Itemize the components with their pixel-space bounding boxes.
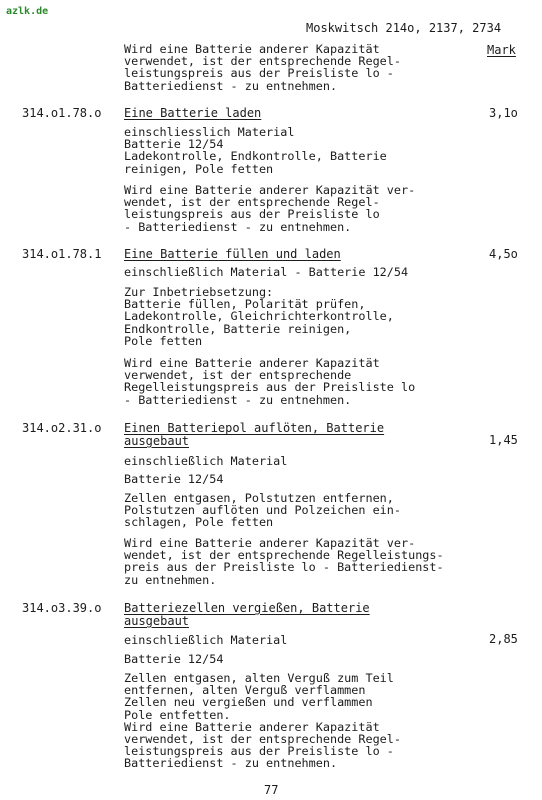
entry-code-3: 314.o2.31.o — [22, 421, 102, 435]
entry-title-3-line1: Einen Batteriepol auflöten, Batterie — [124, 421, 385, 435]
entry-body-1a: einschliesslich Material Batterie 12/54 Ladekontrolle, Endkontrolle, Batterie reinigen, Pole fetten — [124, 125, 387, 176]
entry-body-3b: Batterie 12/54 — [124, 472, 224, 486]
entry-body-1b: Wird eine Batterie anderer Kapazität ver- wendet, ist der entsprechende Regel- leistungspreis aus der Preisliste lo - Batteriedienst - zu entnehmen. — [124, 183, 416, 234]
entry-code-4: 314.o3.39.o — [22, 601, 102, 615]
entry-title-3-line2: ausgebaut — [124, 434, 190, 448]
entry-title-4-line2: ausgebaut — [124, 614, 190, 628]
watermark: azlk.de — [6, 6, 49, 17]
entry-body-3a: einschließlich Material — [124, 454, 288, 468]
entry-body-4b: Batterie 12/54 — [124, 652, 224, 666]
entry-price-4: 2,85 — [489, 632, 518, 646]
entry-body-2c: Wird eine Batterie anderer Kapazität verwendet, ist der entsprechende Regelleistungspreis aus der Preisliste lo - Batteriedienst - zu entnehmen. — [124, 356, 416, 407]
entry-title-1: Eine Batterie laden — [124, 106, 262, 120]
top-note: Wird eine Batterie anderer Kapazität verwendet, ist der entsprechende Regel- leistungspreis aus der Preisliste lo - Batteriedienst - zu entnehmen. — [124, 42, 401, 93]
entry-body-4a: einschließlich Material — [124, 633, 288, 647]
page-number: 77 — [264, 783, 279, 797]
entry-price-3: 1,45 — [489, 433, 518, 447]
entry-code-1: 314.o1.78.o — [22, 106, 102, 120]
entry-body-2b: Zur Inbetriebsetzung: Batterie füllen, Polarität prüfen, Ladekontrolle, Gleichrichterkontrolle, Endkontrolle, Batterie reinigen, Pole fetten — [124, 285, 394, 348]
entry-price-2: 4,5o — [489, 247, 518, 261]
entry-body-4c: Zellen entgasen, alten Verguß zum Teil entfernen, alten Verguß verflammen Zellen neu vergießen und verflammen Pole entfetten. Wird eine Batterie anderer Kapazität verwendet, ist der entsprechende Regel- leistungspreis aus der Preisliste lo - Batteriedienst - zu entnehmen. — [124, 671, 401, 771]
entry-title-4-line1: Batteriezellen vergießen, Batterie — [124, 601, 370, 615]
entry-title-2: Eine Batterie füllen und laden — [124, 247, 341, 261]
page-header-title: Moskwitsch 214o, 2137, 2734 — [306, 21, 502, 35]
price-unit-label: Mark — [487, 43, 516, 57]
entry-body-3c: Zellen entgasen, Polstutzen entfernen, Polstutzen auflöten und Polzeichen ein- schlagen, Pole fetten — [124, 491, 401, 530]
entry-code-2: 314.o1.78.1 — [22, 247, 102, 261]
entry-body-3d: Wird eine Batterie anderer Kapazität ver- wendet, ist der entsprechende Regelleistungs- preis aus der Preisliste lo - Batteriedienst- zu entnehmen. — [124, 536, 444, 587]
entry-price-1: 3,1o — [489, 106, 518, 120]
entry-body-2a: einschließlich Material - Batterie 12/54 — [124, 265, 409, 279]
